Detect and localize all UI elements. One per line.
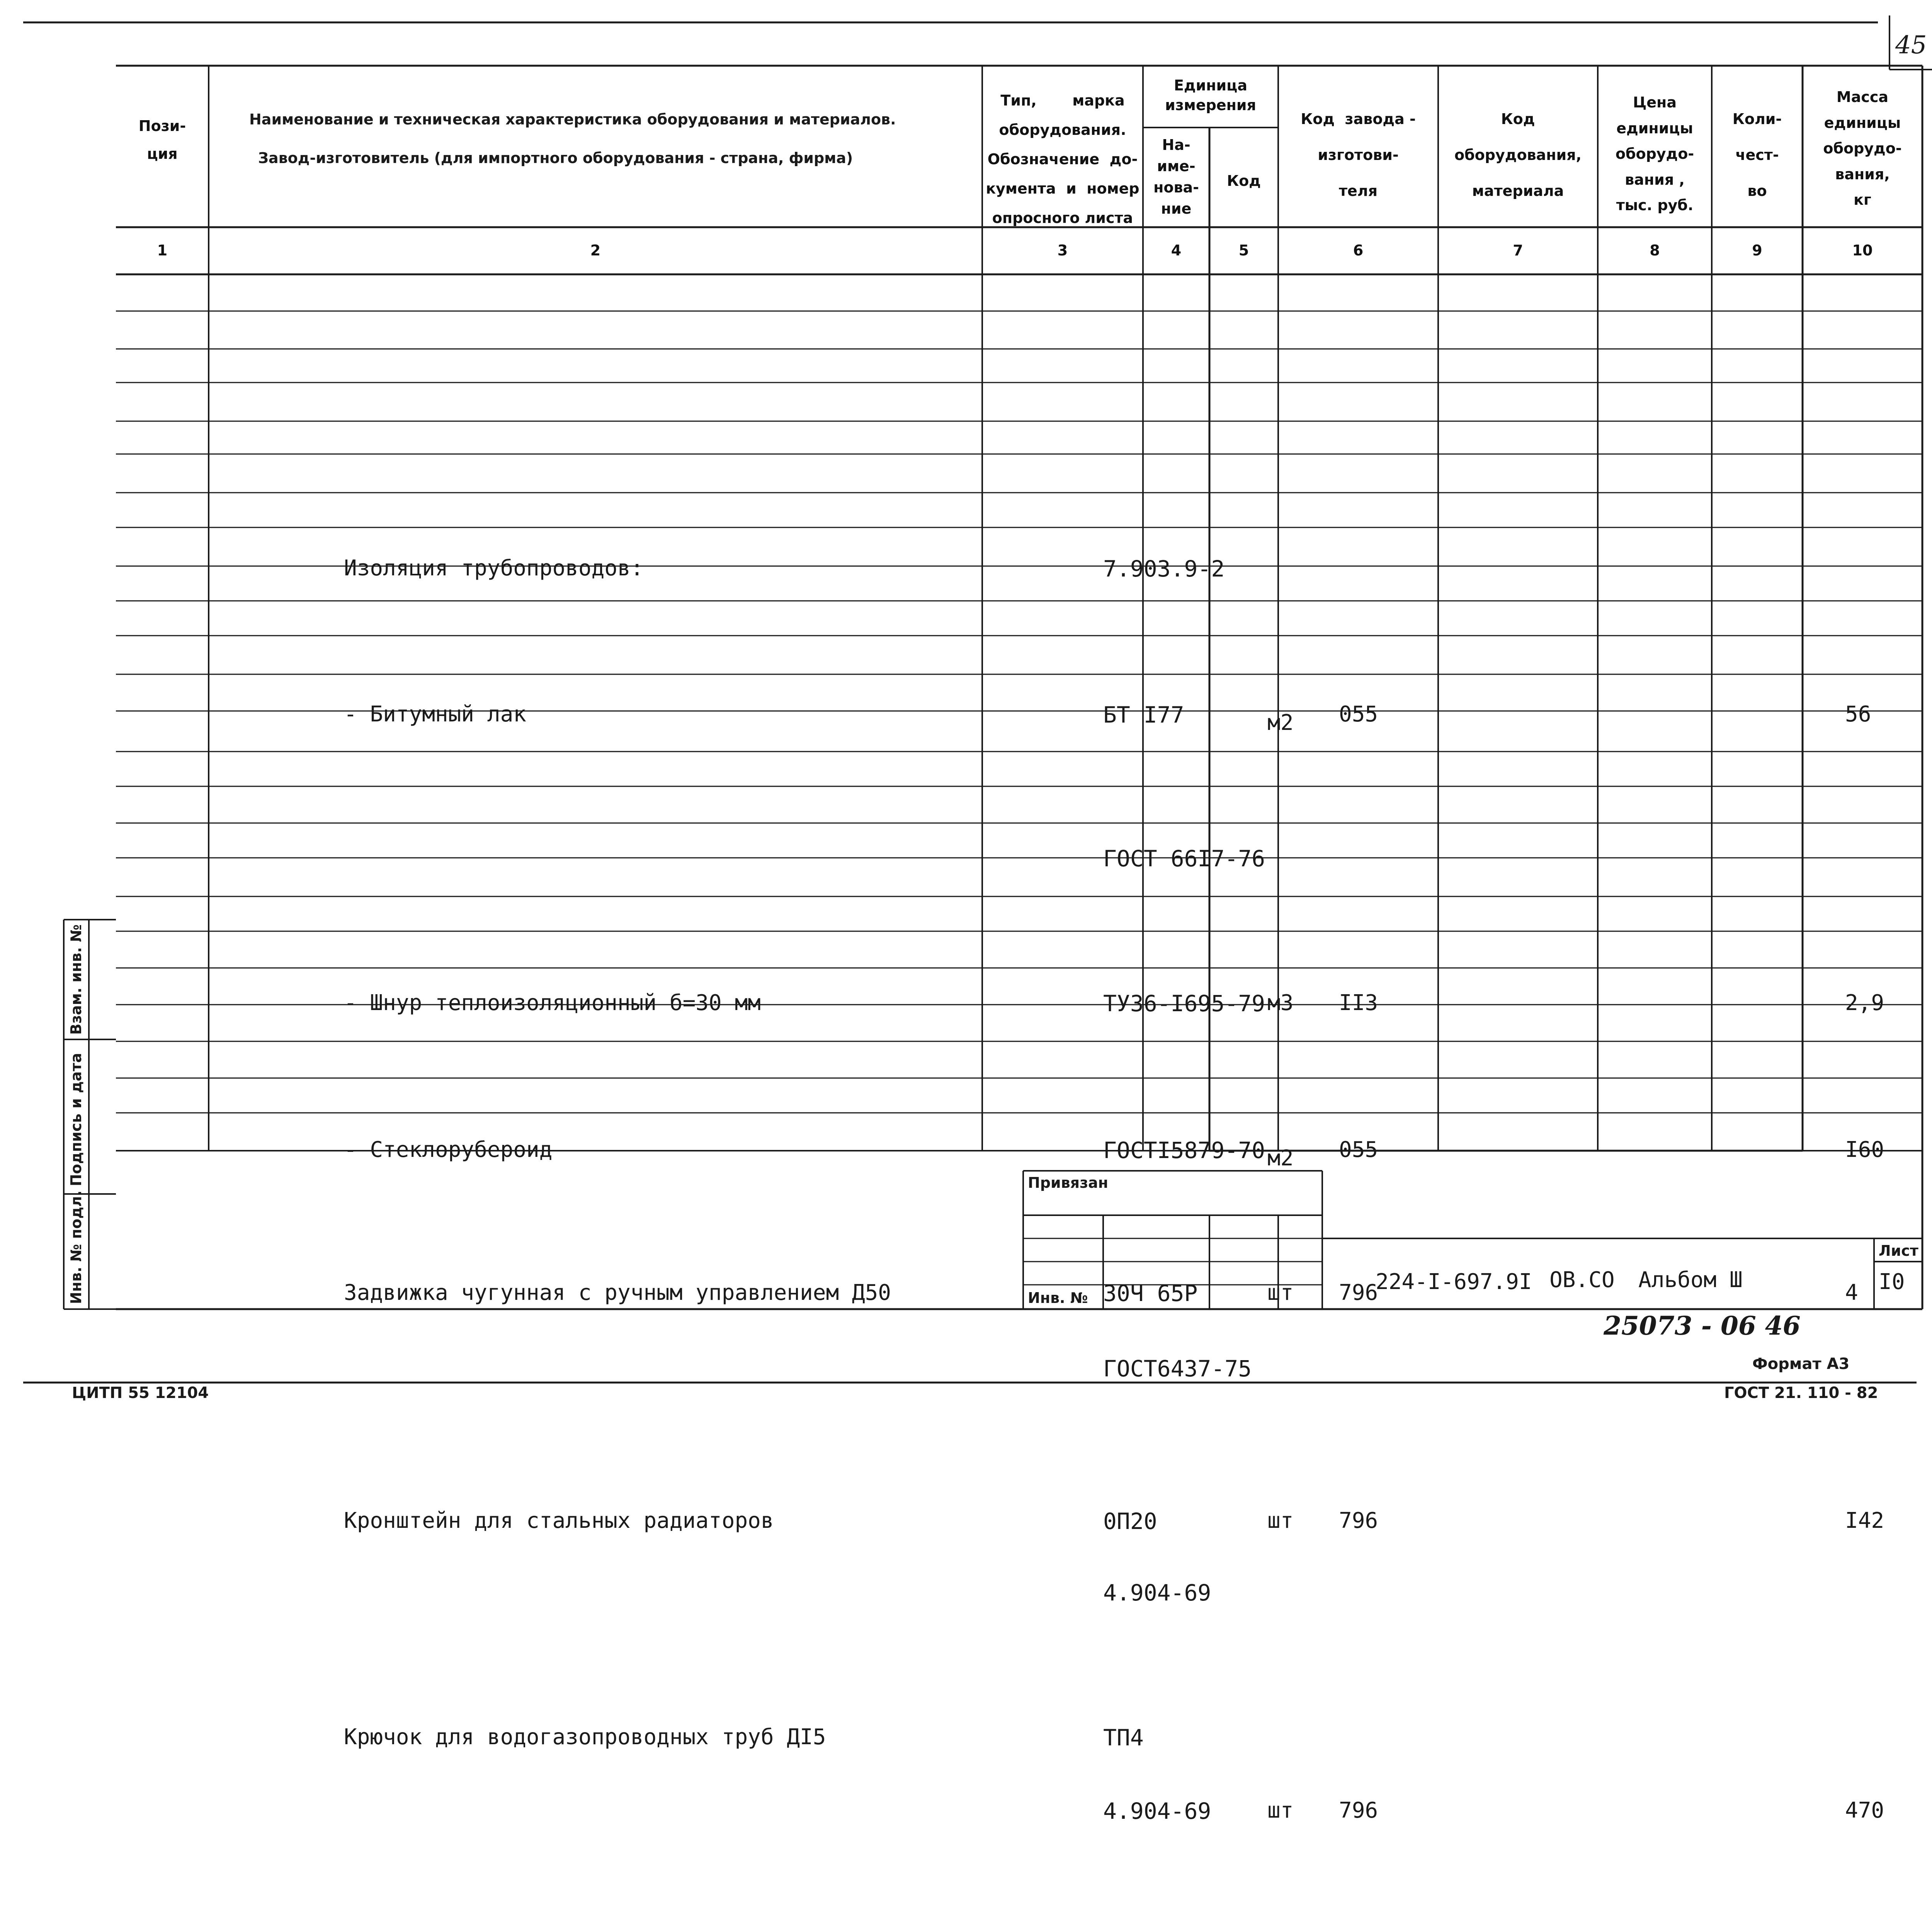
table-row	[116, 968, 1922, 1005]
sheet-label: Лист	[1879, 1242, 1918, 1259]
row-unit-code: 796	[1339, 1280, 1378, 1305]
row-type: 4.904-69	[1103, 1798, 1211, 1824]
row-unit: шт	[1267, 1798, 1294, 1823]
row-unit: шт	[1267, 1280, 1294, 1305]
row-quantity: 470	[1845, 1798, 1884, 1823]
stamp-signature-date: Подпись и дата	[68, 1053, 85, 1186]
table-row	[116, 1078, 1922, 1113]
row-name: Задвижка чугунная с ручным управлением Д50	[344, 1280, 891, 1305]
row-quantity: 56	[1845, 702, 1871, 727]
row-name: Крючок для водогазопроводных труб ДI5	[344, 1725, 826, 1750]
row-name: - Шнур теплоизоляционный б=30 мм	[344, 990, 761, 1015]
col-number-5: 5	[1238, 242, 1249, 259]
row-type: ГОСТ6437-75	[1103, 1355, 1252, 1382]
header-quantity: Коли- чест- во	[1732, 111, 1782, 200]
row-type: ГОСТI5879-70	[1103, 1137, 1265, 1163]
page-number: 45	[1895, 31, 1927, 60]
row-type: БТ I77	[1103, 702, 1184, 728]
col-number-9: 9	[1752, 242, 1762, 259]
col-number-3: 3	[1057, 242, 1068, 259]
stamp-vzam-inv: Взам. инв. №	[68, 924, 85, 1035]
col-number-10: 10	[1852, 242, 1873, 259]
header-type: Тип, марка оборудования. Обозначение до- кумента и номер опросного листа	[986, 92, 1139, 226]
header-equipment-code: Код оборудования, материала	[1454, 111, 1582, 200]
stamp-inv-podl: Инв. № подл.	[68, 1190, 85, 1304]
header-price: Цена единицы оборудо- вания , тыс. руб.	[1615, 94, 1694, 214]
table-row	[116, 1113, 1922, 1151]
table-row	[116, 454, 1922, 493]
row-type: ТП4	[1103, 1725, 1144, 1751]
header-unit-name: На- име- нова- ние	[1153, 136, 1199, 218]
row-quantity: 2,9	[1845, 990, 1884, 1015]
gost-label: ГОСТ 21. 110 - 82	[1724, 1384, 1878, 1402]
row-unit-code: II3	[1339, 990, 1378, 1015]
row-name: - Стеклорубероид	[344, 1137, 553, 1162]
header-plant-code: Код завода - изготови- теля	[1301, 111, 1416, 200]
col-number-6: 6	[1353, 242, 1364, 259]
header-position: Пози- ция	[138, 117, 186, 163]
row-type: 0П20	[1103, 1508, 1157, 1534]
header-mass: Масса единицы оборудо- вания, кг	[1823, 88, 1902, 208]
album-label: Альбом Ш	[1638, 1267, 1743, 1293]
row-type: 30Ч 65Р	[1103, 1280, 1198, 1306]
row-unit-code: 796	[1339, 1508, 1378, 1533]
row-quantity: 4	[1845, 1280, 1858, 1305]
section-code: ОВ.СО	[1549, 1267, 1615, 1293]
sheet-number: I0	[1879, 1269, 1905, 1294]
row-unit: шт	[1267, 1508, 1294, 1533]
header-name-line2: Завод-изготовитель (для импортного оборудования - страна, фирма)	[258, 150, 853, 167]
row-type: ТУ36-I695-79	[1103, 990, 1265, 1017]
document-code: 224-I-697.9I	[1376, 1269, 1532, 1294]
row-quantity: I42	[1845, 1508, 1884, 1533]
row-type: ГОСТ 66I7-76	[1103, 845, 1265, 872]
table-row	[116, 711, 1922, 752]
table-row	[116, 311, 1922, 349]
header-unit-code: Код	[1227, 172, 1261, 189]
row-name: Изоляция трубопроводов:	[344, 556, 644, 581]
header-unit-group: Единица измерения	[1165, 77, 1256, 114]
col-number-4: 4	[1171, 242, 1182, 259]
row-name: Кронштейн для стальных радиаторов	[344, 1508, 774, 1533]
table-row	[116, 527, 1922, 566]
row-unit-code: 796	[1339, 1798, 1378, 1823]
col-number-7: 7	[1513, 242, 1523, 259]
table-row	[116, 601, 1922, 636]
row-type: 4.904-69	[1103, 1580, 1211, 1606]
header-name-line1: Наименование и техническая характеристика оборудования и материалов.	[249, 111, 896, 128]
handwritten-number: 25073 - 06 46	[1604, 1311, 1801, 1341]
row-unit-code: 055	[1339, 1137, 1378, 1162]
citp-label: ЦИТП 55 12104	[72, 1384, 209, 1402]
privyazan-label: Привязан	[1028, 1174, 1109, 1191]
row-type: 7.903.9-2	[1103, 556, 1225, 582]
row-name: - Битумный лак	[344, 702, 527, 727]
table-row	[116, 823, 1922, 858]
row-unit: м2	[1267, 1146, 1294, 1171]
table-row	[116, 274, 1922, 582]
row-quantity: I60	[1845, 1137, 1884, 1162]
table-row	[116, 1005, 1922, 1041]
row-unit: м2	[1267, 710, 1294, 735]
inv-number-label: Инв. №	[1028, 1289, 1088, 1306]
row-unit-code: 055	[1339, 702, 1378, 727]
table-row	[116, 1041, 1922, 1078]
table-row	[116, 383, 1922, 421]
col-number-8: 8	[1650, 242, 1660, 259]
col-number-1: 1	[157, 242, 168, 259]
row-unit: м3	[1267, 990, 1294, 1015]
col-number-2: 2	[590, 242, 601, 259]
table-row	[116, 931, 1922, 968]
format-label: Формат А3	[1752, 1355, 1850, 1373]
